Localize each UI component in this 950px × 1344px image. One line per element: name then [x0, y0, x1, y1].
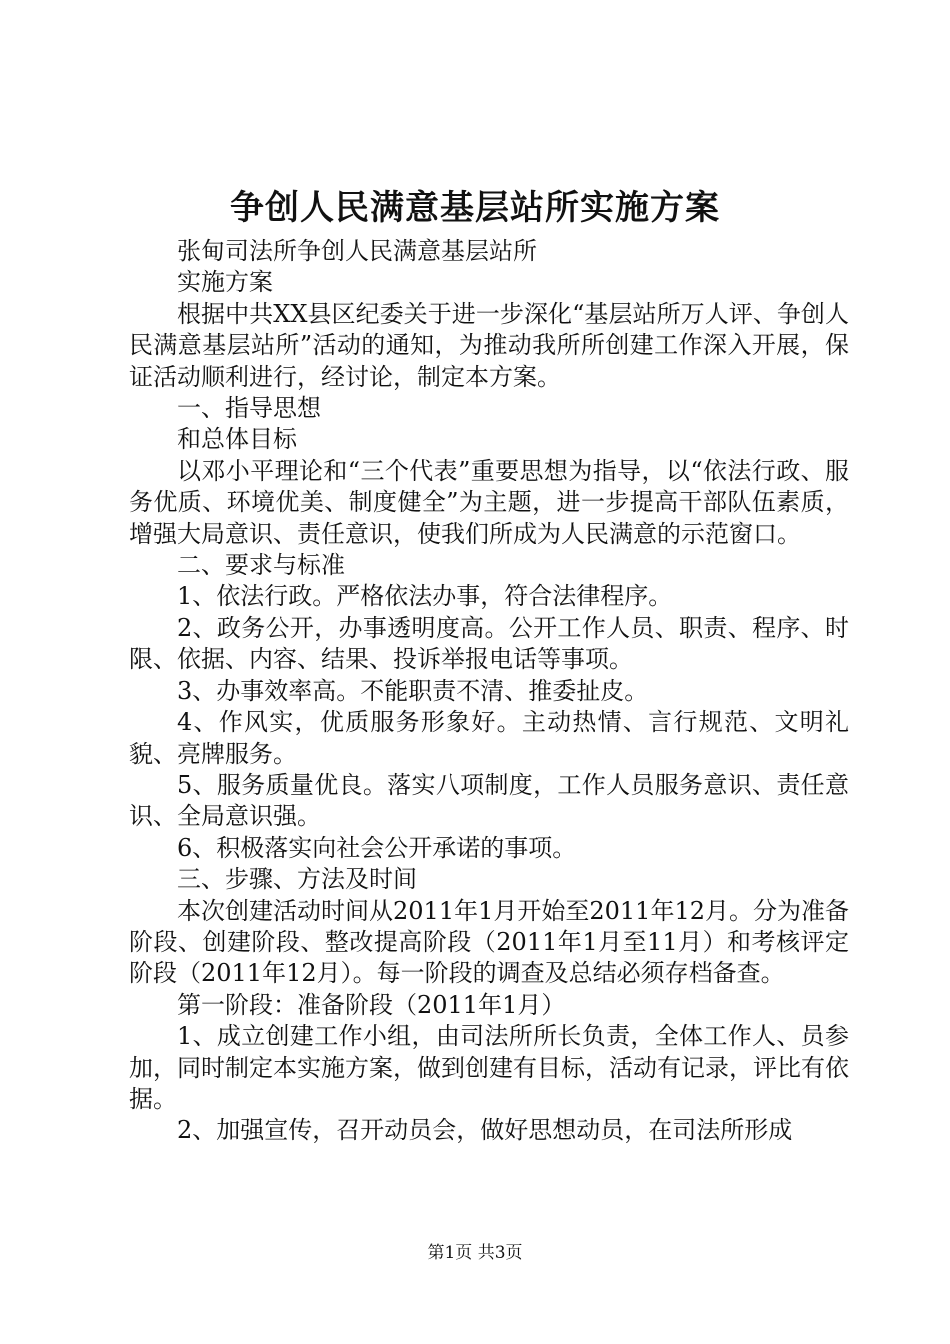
section-heading: 二、要求与标准 — [177, 551, 345, 580]
list-item: 1、依法行政。严格依法办事，符合法律程序。 — [177, 582, 673, 611]
subsection-heading: 第一阶段：准备阶段（2011年1月） — [177, 990, 566, 1019]
list-item: 2、政务公开，办事透明度高。公开工作人员、职责、程序、时限、依据、内容、结果、投诉举报电话等事项。 — [129, 613, 849, 674]
page-footer: 第1页 共3页 — [427, 1243, 523, 1263]
paragraph: 实施方案 — [177, 268, 273, 297]
list-item: 3、办事效率高。不能职责不清、推委扯皮。 — [177, 676, 649, 705]
paragraph: 张甸司法所争创人民满意基层站所 — [177, 237, 537, 265]
paragraph: 根据中共XX县区纪委关于进一步深化“基层站所万人评、争创人民满意基层站所”活动的通知，为推动我所所创建工作深入开展，保证活动顺利进行，经讨论，制定本方案。 — [129, 299, 849, 391]
list-item: 4、作风实，优质服务形象好。主动热情、言行规范、文明礼貌、亮牌服务。 — [129, 708, 849, 768]
paragraph: 本次创建活动时间从2011年1月开始至2011年12月。分为准备阶段、创建阶段、整改提高阶段（2011年1月至11月）和考核评定阶段（2011年12月）。每一阶段的调查及总结必须存档备查。 — [129, 896, 849, 988]
section-heading: 三、步骤、方法及时间 — [177, 865, 417, 894]
document-body — [129, 236, 849, 1147]
list-item: 6、积极落实向社会公开承诺的事项。 — [177, 833, 577, 862]
list-item: 2、加强宣传，召开动员会，做好思想动员，在司法所形成 — [177, 1116, 793, 1145]
list-item: 1、成立创建工作小组，由司法所所长负责，全体工作人、员参加，同时制定本实施方案，做到创建有目标，活动有记录，评比有依据。 — [129, 1022, 849, 1113]
list-item: 5、服务质量优良。落实八项制度，工作人员服务意识、责任意识、全局意识强。 — [129, 770, 849, 831]
section-heading: 一、指导思想 — [177, 394, 321, 423]
document-title: 争创人民满意基层站所实施方案 — [230, 188, 720, 228]
section-heading: 和总体目标 — [177, 425, 297, 454]
paragraph: 以邓小平理论和“三个代表”重要思想为指导，以“依法行政、服务优质、环境优美、制度健全”为主题，进一步提高干部队伍素质，增强大局意识、责任意识，使我们所成为人民满意的示范窗口。 — [129, 456, 849, 548]
